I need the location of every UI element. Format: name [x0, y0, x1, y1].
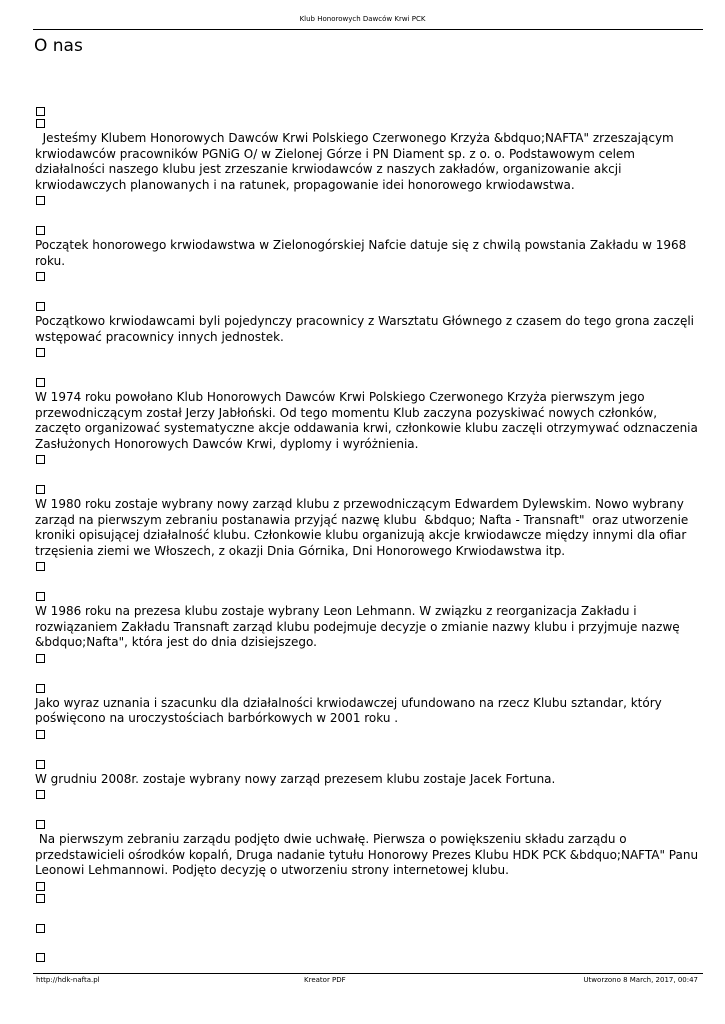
document-header: Klub Honorowych Dawców Krwi PCK	[299, 15, 426, 23]
paragraph: Na pierwszym zebraniu zarządu podjęto dwie uchwałę. Pierwsza o powiększeniu składu zarządu o przedstawicieli ośrodków kopalń, Druga nadanie tytułu Honorowy Prezes Klubu HDK PCK &bdquo;NAFTA" Panu Leonowi Lehmannowi. Podjęto decyzję o utworzeniu strony internetowej klubu.	[35, 832, 702, 877]
placeholder-box-icon	[36, 882, 45, 891]
article-body	[35, 104, 700, 965]
placeholder-box-icon	[36, 924, 45, 933]
placeholder-box-icon	[36, 272, 45, 281]
placeholder-box-icon	[36, 196, 45, 205]
placeholder-box-icon	[36, 302, 45, 311]
footer-generator: Kreator PDF	[304, 976, 346, 984]
header-rule	[33, 29, 703, 30]
placeholder-box-icon	[36, 654, 45, 663]
placeholder-box-icon	[36, 760, 45, 769]
placeholder-box-icon	[36, 562, 45, 571]
paragraph: W grudniu 2008r. zostaje wybrany nowy zarząd prezesem klubu zostaje Jacek Fortuna.	[35, 771, 556, 786]
footer-rule	[33, 973, 703, 974]
footer-created-date: Utworzono 8 March, 2017, 00:47	[583, 976, 698, 984]
placeholder-box-icon	[36, 485, 45, 494]
paragraph: W 1986 roku na prezesa klubu zostaje wybrany Leon Lehmann. W związku z reorganizacja Zakładu i rozwiązaniem Zakładu Transnaft zarząd klubu podejmuje decyzje o zmianie nazwy klubu i przyjmuje nazwę &bdquo;Nafta", która jest do dnia dzisiejszego.	[35, 604, 680, 649]
paragraph: Jako wyraz uznania i szacunku dla działalności krwiodawczej ufundowano na rzecz Klubu sztandar, który poświęcono na uroczystościach barbórkowych w 2001 roku .	[35, 695, 662, 725]
paragraph: Początek honorowego krwiodawstwa w Zielonogórskiej Nafcie datuje się z chwilą powstania Zakładu w 1968 roku.	[35, 238, 687, 268]
placeholder-box-icon	[36, 730, 45, 739]
paragraph: Początkowo krwiodawcami byli pojedynczy pracownicy z Warsztatu Głównego z czasem do tego grona zaczęli wstępować pracownicy innych jednostek.	[35, 314, 695, 344]
placeholder-box-icon	[36, 953, 45, 962]
placeholder-box-icon	[36, 107, 45, 116]
placeholder-box-icon	[36, 894, 45, 903]
placeholder-box-icon	[36, 226, 45, 235]
placeholder-box-icon	[36, 455, 45, 464]
placeholder-box-icon	[36, 592, 45, 601]
paragraph: W 1980 roku zostaje wybrany nowy zarząd klubu z przewodniczącym Edwardem Dylewskim. Nowo wybrany zarząd na pierwszym zebraniu postanawia przyjąć nazwę klubu &bdquo; Nafta - Transnaft" oraz utworzenie kroniki opisującej działalność klubu. Członkowie klubu organizują akcje krwiodawcze między innymi dla ofiar trzęsienia ziemi we Włoszech, z okazji Dnia Górnika, Dni Honorowego Krwiodawstwa itp.	[35, 497, 693, 558]
placeholder-box-icon	[36, 119, 45, 128]
placeholder-box-icon	[36, 790, 45, 799]
placeholder-box-icon	[36, 684, 45, 693]
page-title: O nas	[34, 36, 83, 56]
footer-url: http://hdk-nafta.pl	[36, 976, 100, 984]
paragraph: W 1974 roku powołano Klub Honorowych Dawców Krwi Polskiego Czerwonego Krzyża pierwszym jego przewodniczącym został Jerzy Jabłoński. Od tego momentu Klub zaczyna pozyskiwać nowych członków, zaczęto organizować systematyczne akcje oddawania krwi, członkowie klubu zaczęli otrzymywać odznaczenia Zasłużonych Honorowych Dawców Krwi, dyplomy i wyróżnienia.	[35, 390, 698, 451]
placeholder-box-icon	[36, 820, 45, 829]
placeholder-box-icon	[36, 348, 45, 357]
placeholder-box-icon	[36, 378, 45, 387]
paragraph: Jesteśmy Klubem Honorowych Dawców Krwi Polskiego Czerwonego Krzyża &bdquo;NAFTA" zrzeszającym krwiodawców pracowników PGNiG O/ w Zielonej Górze i PN Diament sp. z o. o. Podstawowym celem działalności naszego klubu jest zrzeszanie krwiodawców z naszych zakładów, organizowanie akcji krwiodawczych planowanych i na ratunek, propagowanie idei honorowego krwiodawstwa.	[35, 131, 678, 192]
